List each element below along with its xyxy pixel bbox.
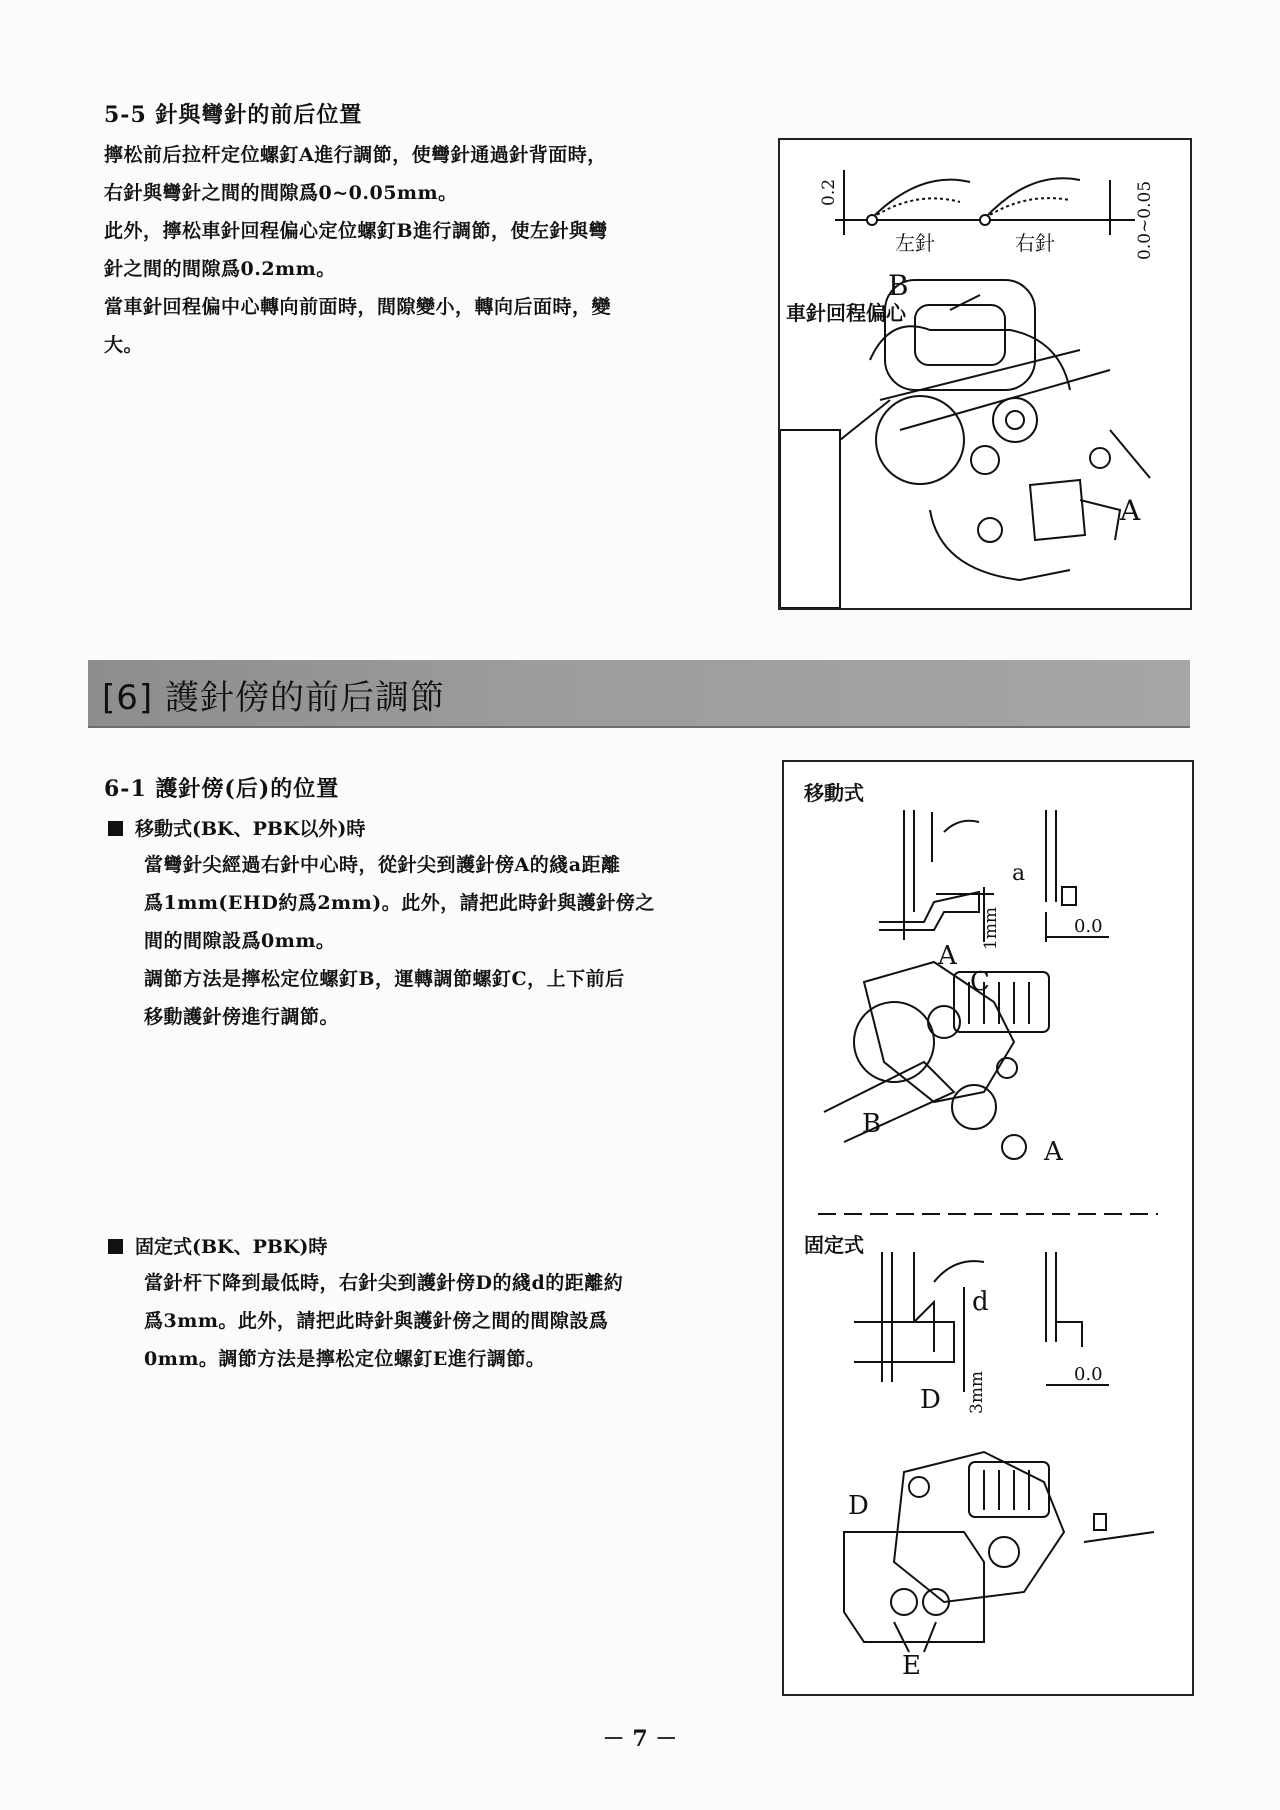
label-a-guard: A <box>938 941 957 971</box>
body-line: 大。 <box>104 334 144 356</box>
body-line: 爲1mm(EHD約爲2mm)。此外，請把此時針與護針傍之 <box>144 892 655 914</box>
label-d-small: d <box>972 1287 989 1317</box>
movable-figure-label: 移動式 <box>804 781 864 805</box>
movable-heading-text: 移動式(BK、PBK以外)時 <box>135 818 366 840</box>
gap-top-label: 0.0 <box>1074 916 1103 937</box>
needle-guard-diagram <box>784 762 1192 1694</box>
needle-looper-diagram <box>780 140 1190 608</box>
dim-right-label: 0.0~0.05 <box>1135 180 1155 260</box>
label-a-mech: A <box>1044 1137 1063 1167</box>
label-d-mech: D <box>848 1491 869 1521</box>
body-line: 當針杆下降到最低時，右針尖到護針傍D的綫d的距離約 <box>144 1272 624 1294</box>
section-6-banner <box>88 660 1190 728</box>
label-b-screw: B <box>862 1109 882 1139</box>
bullet-square-icon <box>108 821 123 836</box>
section-6-title: [6] 護針傍的前后調節 <box>102 678 445 718</box>
section-5-5-body <box>104 136 704 364</box>
label-a: A <box>1120 494 1141 527</box>
page-number: － 7 － <box>602 1726 678 1752</box>
label-d-guard: D <box>920 1385 941 1415</box>
body-line: 當車針回程偏中心轉向前面時，間隙變小，轉向后面時，變 <box>104 296 612 318</box>
left-needle-label: 左針 <box>895 231 935 255</box>
body-line: 間的間隙設爲0mm。 <box>144 930 336 952</box>
eccentric-label: 車針回程偏心 <box>786 301 906 325</box>
body-line: 移動護針傍進行調節。 <box>144 1006 340 1028</box>
body-line: 爲3mm。此外，請把此時針與護針傍之間的間隙設爲 <box>144 1310 609 1332</box>
figure-needle-guard-position <box>782 760 1194 1696</box>
fixed-figure-label: 固定式 <box>804 1233 864 1257</box>
figure-needle-looper-position <box>778 138 1192 610</box>
fixed-body <box>144 1264 724 1378</box>
bullet-square-icon <box>108 1239 123 1254</box>
label-c: C <box>970 967 990 997</box>
body-line: 調節方法是擰松定位螺釘B，運轉調節螺釘C，上下前后 <box>144 968 625 990</box>
body-line: 0mm。調節方法是擰松定位螺釘E進行調節。 <box>144 1348 546 1370</box>
dim-left-label: 0.2 <box>819 178 839 206</box>
body-line: 擰松前后拉杆定位螺釘A進行調節，使彎針通過針背面時， <box>104 144 607 166</box>
body-line: 針之間的間隙爲0.2mm。 <box>104 258 336 280</box>
dim-1mm-label: 1mm <box>981 906 1001 950</box>
fixed-heading-text: 固定式(BK、PBK)時 <box>135 1236 328 1258</box>
body-line: 此外，擰松車針回程偏心定位螺釘B進行調節，使左針與彎 <box>104 220 609 242</box>
section-5-5-title: 5-5 針與彎針的前后位置 <box>104 102 363 128</box>
movable-heading <box>108 814 365 841</box>
dim-3mm-label: 3mm <box>967 1370 987 1414</box>
fixed-heading <box>108 1232 327 1259</box>
right-needle-label: 右針 <box>1015 231 1055 255</box>
label-e: E <box>902 1651 921 1681</box>
label-b: B <box>888 269 909 302</box>
gap-bottom-label: 0.0 <box>1074 1364 1103 1385</box>
body-line: 右針與彎針之間的間隙爲0~0.05mm。 <box>104 182 458 204</box>
label-a-small: a <box>1012 861 1026 886</box>
body-line: 當彎針尖經過右針中心時，從針尖到護針傍A的綫a距離 <box>144 854 621 876</box>
section-6-1-title: 6-1 護針傍(后)的位置 <box>104 776 340 802</box>
movable-body <box>144 846 724 1036</box>
